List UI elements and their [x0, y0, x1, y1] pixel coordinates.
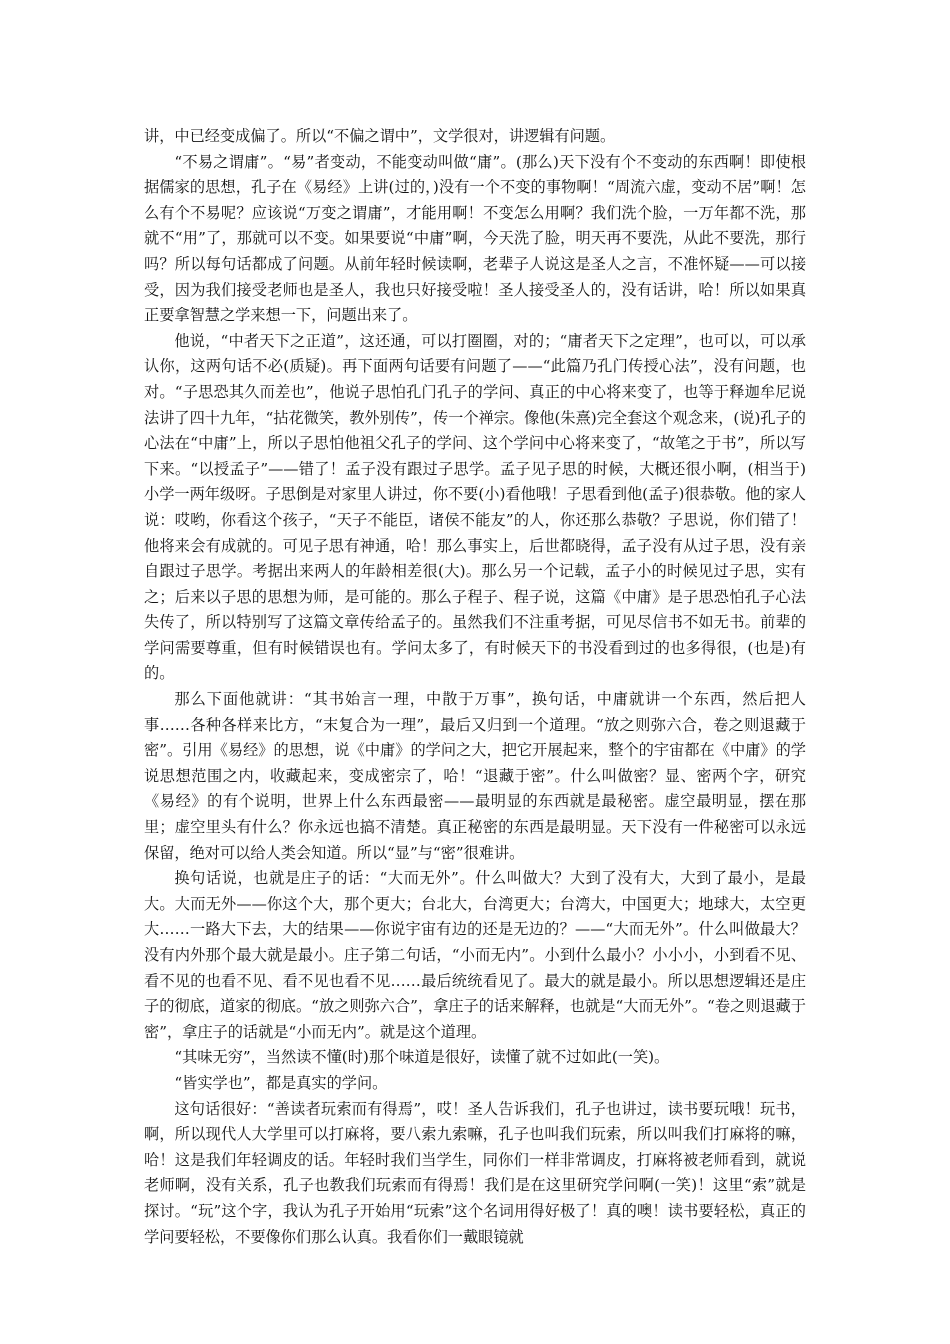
document-page — [144, 124, 806, 1250]
paragraph-7: “皆实学也”，都是真实的学问。 — [174, 1073, 388, 1092]
paragraph-8: 这句话很好：“善读者玩索而有得焉”，哎！圣人告诉我们，孔子也讲过，读书要玩哦！玩书，啊，所以现代人大学里可以打麻将，要八索九索嘛，孔子也叫我们玩索，所以叫我们打麻将的嘛，哈！这是我们年轻调皮的话。年轻时我们当学生，同你们一样非常调皮，打麻将被老师看到，就说老师啊，没有关系，孔子也教我们玩索而有得焉！我们是在这里研究学问啊(一笑)！这里“索”就是探讨。“玩”这个字，我认为孔子开始用“玩索”这个名词用得好极了！真的噢！读书要轻松，真正的学问要轻松，不要像你们那么认真。我看你们一戴眼镜就 — [144, 1099, 806, 1246]
paragraph-5: 换句话说，也就是庄子的话：“大而无外”。什么叫做大？大到了没有大，大到了最小，是最大。大而无外——你这个大，那个更大；台北大，台湾更大；台湾大，中国更大；地球大，太空更大……一路大下去，大的结果——你说宇宙有边的还是无边的？——“大而无外”。什么叫做最大？没有内外那个最大就是最小。庄子第二句话，“小而无内”。小到什么最小？小小小，小到看不见、看不见的也看不见、看不见也看不见……最后统统看见了。最大的就是最小。所以思想逻辑还是庄子的彻底，道家的彻底。“放之则弥六合”，拿庄子的话来解释，也就是“大而无外”。“卷之则退藏于密”，拿庄子的话就是“小而无内”。就是这个道理。 — [144, 869, 806, 1041]
paragraph-6: “其味无穷”，当然读不懂(时)那个味道是很好，读懂了就不过如此(一笑)。 — [174, 1048, 670, 1067]
paragraph-3: 他说，“中者天下之正道”，这还通，可以打圈圈，对的；“庸者天下之定理”，也可以，可以承认你，这两句话不必(质疑)。再下面两句话要有问题了——“此篇乃孔门传授心法”，没有问题，也对。“子思恐其久而差也”，他说子思怕孔门孔子的学问、真正的中心将来变了，也等于释迦牟尼说法讲了四十九年，“拈花微笑，教外别传”，传一个禅宗。像他(朱熹)完全套这个观念来，(说)孔子的心法在“中庸”上，所以子思怕他祖父孔子的学问、这个学问中心将来变了，“故笔之于书”，所以写下来。“以授孟子”——错了！孟子没有跟过子思学。孟子见子思的时候，大概还很小啊，(相当于)小学一两年级呀。子思倒是对家里人讲过，你不要(小)看他哦！子思看到他(孟子)很恭敬。他的家人说：哎哟，你看这个孩子，“天子不能臣，诸侯不能友”的人，你还那么恭敬？子思说，你们错了！他将来会有成就的。可见子思有神通，哈！那么事实上，后世都晓得，孟子没有从过子思，没有亲自跟过子思学。考据出来两人的年龄相差很(大)。那么另一个记载，孟子小的时候见过子思，实有之；后来以子思的思想为师，是可能的。那么子程子、程子说，这篇《中庸》是子思恐怕孔子心法失传了，所以特别写了这篇文章传给孟子的。虽然我们不注重考据，可见尽信书不如无书。前辈的学问需要尊重，但有时候错误也有。学问太多了，有时候天下的书没看到过的也多得很，(也是)有的。 — [144, 331, 806, 683]
paragraph-4: 那么下面他就讲：“其书始言一理，中散于万事”，换句话，中庸就讲一个东西，然后把人事……各种各样来比方，“末复合为一理”，最后又归到一个道理。“放之则弥六合，卷之则退藏于密”。引用《易经》的思想，说《中庸》的学问之大，把它开展起来，整个的宇宙都在《中庸》的学说思想范围之内，收藏起来，变成密宗了，哈！“退藏于密”。什么叫做密？显、密两个字，研究《易经》的有个说明，世界上什么东西最密——最明显的东西就是最秘密。虚空最明显，摆在那里；虚空里头有什么？你永远也搞不清楚。真正秘密的东西是最明显。天下没有一件秘密可以永远保留，绝对可以给人类会知道。所以“显”与“密”很难讲。 — [144, 690, 806, 862]
paragraph-2: “不易之谓庸”。“易”者变动，不能变动叫做“庸”。(那么)天下没有个不变动的东西啊！即使根据儒家的思想，孔子在《易经》上讲(过的，)没有一个不变的事物啊！“周流六虚，变动不居”啊！怎么有个不易呢？应该说“万变之谓庸”，才能用啊！不变怎么用啊？我们洗个脸，一万年都不洗，那就不“用”了，那就可以不变。如果要说“中庸”啊，今天洗了脸，明天再不要洗，从此不要洗，那行吗？所以每句话都成了问题。从前年轻时候读啊，老辈子人说这是圣人之言，不准怀疑——可以接受，因为我们接受老师也是圣人，我也只好接受啦！圣人接受圣人的，没有话讲，哈！所以如果真正要拿智慧之学来想一下，问题出来了。 — [144, 152, 806, 325]
paragraph-1: 讲，中已经变成偏了。所以“不偏之谓中”，文学很对，讲逻辑有问题。 — [144, 127, 616, 145]
